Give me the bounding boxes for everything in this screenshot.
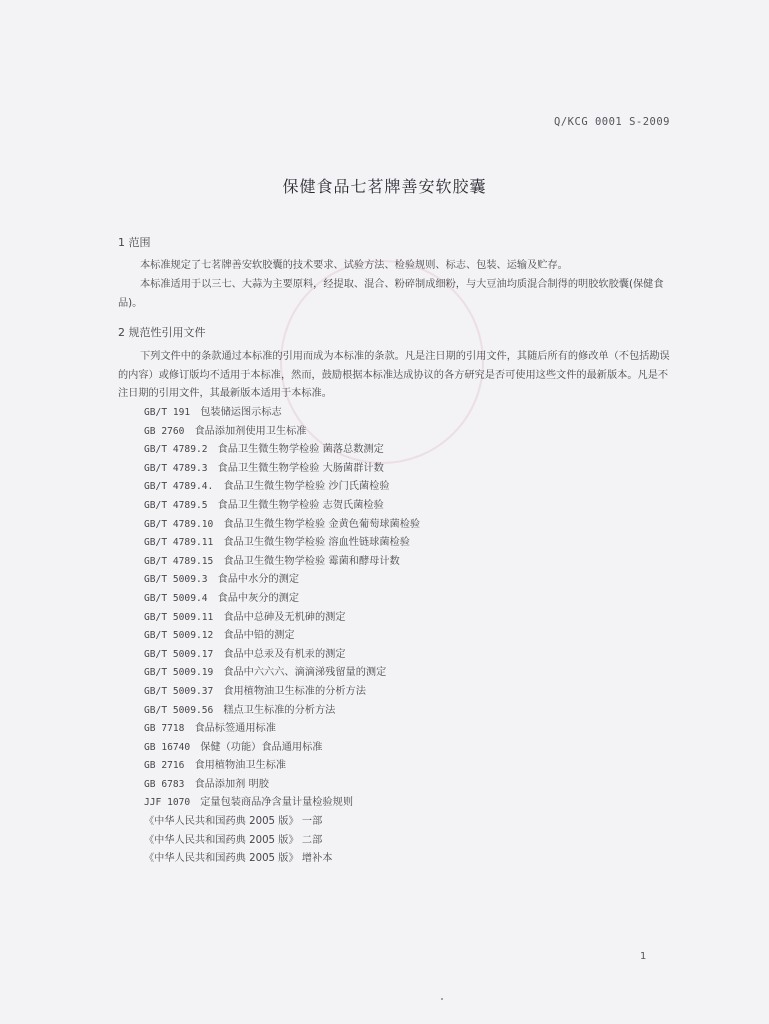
- reference-name: 包装储运图示标志: [200, 407, 282, 418]
- reference-item: [144, 702, 420, 721]
- reference-item: [144, 534, 420, 553]
- reference-code: GB/T 4789.4.: [144, 481, 214, 493]
- reference-item: [144, 776, 420, 795]
- section-2-heading: 2 规范性引用文件: [118, 326, 206, 339]
- reference-item: [144, 478, 420, 497]
- reference-item: [144, 832, 420, 851]
- reference-item: [144, 794, 420, 813]
- reference-name: 《中华人民共和国药典 2005 版》 二部: [144, 834, 323, 846]
- reference-code: GB/T 4789.11: [144, 537, 214, 549]
- reference-name: 食品中铅的测定: [223, 630, 295, 642]
- reference-name: 食品中灰分的测定: [217, 592, 300, 604]
- reference-code: GB 2760: [144, 425, 185, 437]
- section-1-paragraph-1: 本标准规定了七茗牌善安软胶囊的技术要求、试验方法、检验规则、标志、包装、运输及贮存。: [140, 260, 568, 271]
- reference-name: 食品卫生微生物学检验 霉菌和酵母计数: [223, 555, 400, 567]
- reference-name: 糕点卫生标准的分析方法: [223, 704, 336, 716]
- reference-name: 食品中总砷及无机砷的测定: [223, 611, 346, 623]
- reference-name: 食品卫生微生物学检验 菌落总数测定: [217, 444, 384, 456]
- reference-code: GB/T 4789.2: [144, 444, 208, 456]
- reference-name: 《中华人民共和国药典 2005 版》 增补本: [144, 853, 333, 865]
- reference-code: GB/T 5009.3: [144, 574, 208, 586]
- reference-name: 食品中水分的测定: [217, 574, 300, 586]
- reference-name: 食品卫生微生物学检验 沙门氏菌检验: [223, 481, 390, 493]
- reference-item: [144, 404, 420, 423]
- reference-code: GB/T 4789.5: [144, 499, 208, 511]
- reference-code: GB/T 5009.11: [144, 611, 214, 623]
- section-1-heading: 1 范围: [118, 236, 151, 249]
- document-title: 保健食品七茗牌善安软胶囊: [282, 177, 487, 196]
- reference-item: [144, 720, 420, 739]
- reference-code: GB/T 5009.37: [144, 685, 214, 697]
- reference-code: GB/T 5009.4: [144, 592, 208, 604]
- reference-code: GB 2716: [144, 760, 185, 772]
- reference-item: [144, 627, 420, 646]
- reference-name: 保健（功能）食品通用标准: [200, 741, 323, 753]
- reference-code: GB/T 191: [144, 407, 191, 418]
- reference-list: [144, 404, 420, 869]
- reference-item: [144, 664, 420, 683]
- reference-name: 食品中六六六、滴滴涕残留量的测定: [223, 667, 387, 679]
- reference-item: [144, 646, 420, 665]
- reference-code: GB/T 4789.15: [144, 555, 214, 567]
- reference-code: JJF 1070: [144, 797, 191, 809]
- reference-code: GB/T 4789.10: [144, 518, 214, 530]
- section-1-paragraph-2: 本标准适用于以三七、大蒜为主要原料，经提取、混合、粉碎制成细粉，与大豆油均质混合制得的明胶软胶囊(保健食品)。: [118, 279, 664, 309]
- reference-item: [144, 571, 420, 590]
- page-number: 1: [640, 951, 647, 962]
- reference-name: 食品卫生微生物学检验 溶血性链球菌检验: [223, 537, 410, 549]
- reference-name: 食品添加剂 明胶: [194, 778, 269, 790]
- reference-name: 食用植物油卫生标准: [194, 760, 287, 772]
- reference-item: [144, 516, 420, 535]
- reference-code: GB 7718: [144, 723, 185, 735]
- reference-code: GB 16740: [144, 741, 191, 753]
- reference-name: 食品标签通用标准: [194, 723, 276, 735]
- reference-code: GB/T 5009.56: [144, 704, 214, 716]
- reference-item: [144, 609, 420, 628]
- reference-code: GB/T 5009.12: [144, 630, 214, 642]
- reference-name: 《中华人民共和国药典 2005 版》 一部: [144, 816, 323, 828]
- reference-item: [144, 739, 420, 758]
- reference-item: [144, 553, 420, 572]
- reference-code: GB/T 5009.17: [144, 648, 214, 660]
- reference-code: GB/T 5009.19: [144, 667, 214, 679]
- reference-name: 食品卫生微生物学检验 金黄色葡萄球菌检验: [223, 518, 421, 530]
- reference-item: [144, 850, 420, 869]
- reference-item: [144, 497, 420, 516]
- section-2-intro: 下列文件中的条款通过本标准的引用而成为本标准的条款。凡是注日期的引用文件，其随后所有的修改单（不包括勘误的内容）或修订版均不适用于本标准，然而，鼓励根据本标准达成协议的各方研究是否可使用这些文件的最新版本。凡是不注日期的引用文件，其最新版本适用于本标准。: [118, 351, 670, 399]
- reference-name: 定量包装商品净含量计量检验规则: [200, 797, 354, 809]
- reference-item: [144, 590, 420, 609]
- reference-item: [144, 441, 420, 460]
- reference-name: 食品卫生微生物学检验 大肠菌群计数: [217, 462, 384, 474]
- reference-code: GB/T 4789.3: [144, 462, 208, 474]
- reference-item: [144, 757, 420, 776]
- reference-name: 食品卫生微生物学检验 志贺氏菌检验: [217, 499, 384, 511]
- reference-item: [144, 460, 420, 479]
- reference-name: 食品添加剂使用卫生标准: [194, 425, 307, 437]
- reference-code: GB 6783: [144, 778, 185, 790]
- reference-name: 食品中总汞及有机汞的测定: [223, 648, 346, 660]
- reference-item: [144, 683, 420, 702]
- document-code: Q/KCG 0001 S-2009: [554, 116, 670, 128]
- scan-speck: [441, 998, 443, 1000]
- reference-item: [144, 423, 420, 442]
- reference-name: 食用植物油卫生标准的分析方法: [223, 685, 366, 697]
- reference-item: [144, 813, 420, 832]
